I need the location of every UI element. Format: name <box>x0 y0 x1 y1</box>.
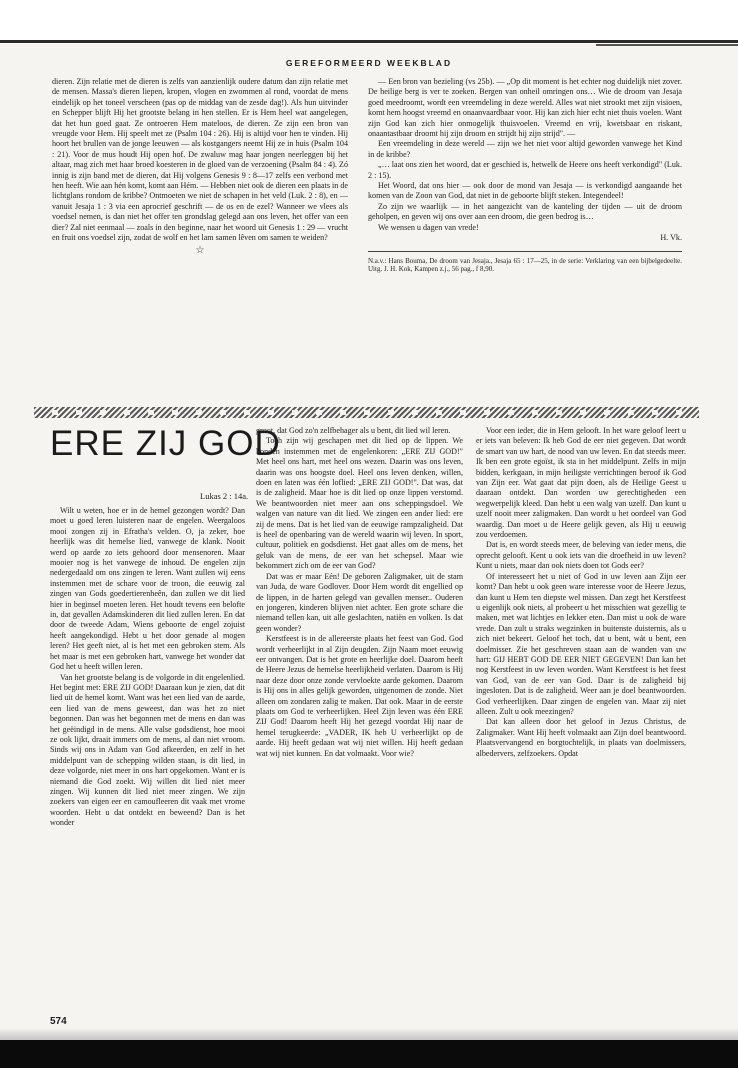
article-column-3 <box>476 426 686 759</box>
star-ornament: ☆ <box>195 244 205 256</box>
top-right-paragraph: We wensen u dagen van vrede! <box>378 222 479 232</box>
top-left-column <box>52 77 348 256</box>
top-right-paragraph: — Een bron van bezieling (vs 25b). — „Op dit moment is het echter nog duidelijk niet zover. De heilige berg is ver te zoeken. Bergen van onheil omringen ons… Wie de droom van Jesaja goed meedroomt, wordt een vreemdeling in deze wereld. Alles wat niet strookt met zijn visioen, komt hem hoogst vreemd en onaanvaardbaar voor. Hij kan zich hier echt niet thuis voelen. Want zijn God kan zich hier onmogelijk thuisvoelen. Vreemd en vrij, kwetsbaar en riskant, onaantastbaar droomt hij zijn droom en strijdt hij zijn strijd". — <box>368 77 682 139</box>
article-paragraph: Van het grootste belang is de volgorde in dit engelenlied. Het begint met: ERE ZIJ GOD! Daaraan kun je zien, dat dit lied uit de hemel komt. Want was het een lied van de aarde, een lied van de mens geweest, dan was het zo niet begonnen. Dan was het begonnen met de mens en dan was het geëindigd in de mens. Alle valse godsdienst, hoe mooi ze ook lijkt, draait immers om de mens, al dan niet vroom. Sinds wij ons in Adam van God afkeerden, en zelf in het middelpunt van de schepping wilden staan, is dit lied, in deze volgorde, niet meer in ons hart opgekomen. Want er is niemand die God zoekt. Wij willen dit lied niet meer zingen. Wij kunnen dit lied niet meer zingen. We zijn zoekers van eigen eer en camoufleeren dit vaak met vrome woorden. Hebt u dat ontdekt en beweend? Dan is het wonder <box>50 672 245 828</box>
article-paragraph: Dat was er maar Eén! De geboren Zaligmaker, uit de stam van Juda, de ware Godlover. Door Hem wordt dit engellied op de lippen, in de harten gelegd van gevallen menser.. Ouderen en jongeren, kinderen blijven niet achter. Een grote schare die niemand tellen kan, uit alle geslachten, natiën en volken. Is dat geen wonder? <box>256 571 463 633</box>
article-paragraph: Voor een ieder, die in Hem gelooft. In het ware geloof leert u er iets van beleven: Ik heb God de eer niet gegeven. Dat wordt de smart van uw hart, de nood van uw leven. En dat steeds meer. Ik ben een grote egoïst, ik sta in het middelpunt. Zelfs in mijn bidden, kerkgaan, in mijn heiligste verrichtingen beroof ik God van Zijn eer. Wat gaat dat pijn doen, als de Heilige Geest u daaraan ontdekt. Dan worden uw gerechtigheden een wegwerpelijk kleed. Dan hebt u een walg van uzelf. Dan kunt u uzelf nooit meer zaligmaken. Dan wordt u het oordeel van God waardig. Dan moet u de Heere gelijk geven, als Hij u eeuwig zou verdoemen. <box>476 426 686 540</box>
article-paragraph: Dat kan alleen door het geloof in Jezus Christus, de Zaligmaker. Want Hij heeft volmaakt aan Zijn doel beantwoord. Plaatsvervangend en borgtochtelijk, in plaats van doelmissers, albedervers, zelfzoekers. Opdat <box>476 717 686 758</box>
top-right-column <box>368 77 682 274</box>
top-right-paragraph: Het Woord, dat ons hier — ook door de mond van Jesaja — is verkondigd aangaande het komen van de Zoon van God, dat niet in de geboorte blijft steken. Integendeel! <box>368 181 682 201</box>
article-paragraph: Of interesseert het u niet of God in uw leven aan Zijn eer komt? Dan hebt u ook geen ware interesse voor de Heere Jezus, dan kunt u Hem ten diepste wel missen. Dan zegt het Kerstfeest u eigenlijk ook niets, al probeert u het misschien wat gezellig te maken, met wat lichtjes en lekker eten. Dan mist u ook de ware vrede. Dan zult u straks wegzinken in buitenste duisternis, als u zich niet bekeert. Geloof het toch, dat u bent, wát u bent, een doelmisser. Zie het geschreven staan aan de wanden van uw hart: GIJ HEBT GOD DE EER NIET GEGEVEN! Dan kan het nog Kerstfeest in uw leven worden. Want Kerstfeest is het feest van God, van de eer van God. Daar is de zaligheid bij ingesloten. Dat is de zaligheid. Weer aan je doel beantwoorden. God verheerlijken. Daar zingen de engelen van. Maar zij niet alleen. Zult u ook meezingen? <box>476 571 686 716</box>
author-signature: H. Vk. <box>660 233 682 243</box>
article-column-2 <box>256 426 463 759</box>
top-right-paragraph: Een vreemdeling in deze wereld — zijn we het niet voor altijd geworden vanwege het Kind in de kribbe? <box>368 139 682 159</box>
running-header: GEREFORMEERD WEEKBLAD <box>285 58 453 68</box>
top-rule-right <box>596 44 738 46</box>
scripture-reference: Lukas 2 : 14a. <box>200 491 249 501</box>
article-title: ERE ZIJ GOD <box>50 424 281 463</box>
top-right-paragraph: „… laat ons zien het woord, dat er geschied is, hetwelk de Heere ons heeft verkondigd" (Luk. 2 : 15). <box>368 160 682 180</box>
article-paragraph: Toch zijn wij geschapen met dit lied op de lippen. We konden instemmen met de engelenkoren: „ERE ZIJ GOD!" Met heel ons hart, met heel ons wezen. Daarin was ons leven, daarin was ons hoogste doel. Heel ons leven denken, willen, doen en laten was één loflied: „ERE ZIJ GOD!". Dat was, dat is de zaligheid. Maar hoe is dit lied op onze lippen verstomd. We beantwoorden niet meer aan ons scheppingsdoel. We walgen van nature van dit lied. We zingen een ander lied: ere zij de mens. Dat is het lied van de eeuwige rampzaligheid. Dat is heel de openbaring van de wereld waarin wij leven. In sport, cultuur, politiek en godsdienst. Het gaat alles om de mens, het geluk van de mens, de eer van het schepsel. Maar wie bekommert zich om de eer van God? <box>256 436 463 571</box>
article-paragraph: Dat is, en wordt steeds meer, de beleving van ieder mens, die oprecht gelooft. Kent u ook iets van die droefheid in uw leven? Kunt u niets, maar dan ook niets doen tot Gods eer? <box>476 540 686 571</box>
article-column-1 <box>50 506 245 829</box>
source-note: N.a.v.: Hans Bouma, De droom van Jesaja., Jesaja 65 : 17—25, in de serie: Verklaring van een bijbelgedeelte. Uitg. J. H. Kok, Kampen z.j., 56 pag., f 8,90. <box>368 256 682 274</box>
top-rule <box>0 40 738 43</box>
article-paragraph: Wilt u weten, hoe er in de hemel gezongen wordt? Dan moet u goed leren luisteren naar de engelen. Weergaloos mooi zongen zij in Efratha's velden. O, ja zeker, hoe heerlijk was dit hemelse lied, vanwege de klank. Nooit werd op aarde zo iets gehoord door mensenoren. Maar mooier nog is het vanwege de inhoud. De engelen zijn nedergedaald om ons zingen te leren. Want zullen wij eens instemmen met de schare voor de troon, die eeuwig zal zingen van Gods goedertierenheên, dan zullen we dit lied hier in beginsel moeten leren. Het houdt tevens een belofte in, dat gevallen Adamskinderen dit lied zullen leren. En dat door de tweede Adam, Wiens geboorte de engel zojuist heeft aangekondigd. Hebt u het door genade al mogen leren? Het geeft niet, al is het met een gebroken stem. Als het maar is met een gebroken hart, vanwege het wonder dat God het u heeft willen leren. <box>50 506 245 672</box>
top-right-paragraph: Zo zijn we waarlijk — in het aangezicht van de kanteling der tijden — uit de droom geholpen, en geven wij ons over aan een droom, die geen bedrog is… <box>368 201 682 222</box>
article-paragraph: groot, dat God zo'n zelfbehager als u bent, dit lied wil leren. <box>256 426 451 435</box>
ornamental-divider <box>34 407 699 418</box>
note-rule <box>368 251 682 252</box>
bottom-edge <box>0 1040 738 1068</box>
top-margin <box>0 0 738 44</box>
article-paragraph: Kerstfeest is in de allereerste plaats het feest van God. God wordt verheerlijkt in al Zijn deugden. Zijn Naam moet eeuwig eer ontvangen. Dat is het grote en heerlijke doel. Daarom heeft de Heere Jezus de hemelse heerlijkheid verlaten. Daarom is Hij naar deze door onze zonde vervloekte aarde gekomen. Daarom is Hij ons in alles gelijk geworden, uitgenomen de zonde. Niet alleen om zondaren zalig te maken. Dat ook. Maar in de eerste plaats om God te verheerlijken. Heel Zijn leven was één ERE ZIJ God! Daarom heeft Hij het gezegd voordat Hij naar de hemel terugkeerde: „VADER, IK heb U verheerlijkt op de aarde. Hij heeft gedaan wat wij niet willen. Hij heeft gedaan wat wij niet kunnen. En dat volmaakt. Voor wie? <box>256 634 463 758</box>
page-number: 574 <box>50 1016 67 1027</box>
top-left-paragraph: dieren. Zijn relatie met de dieren is zelfs van aanzienlijk oudere datum dan zijn relatie met de mensen. Massa's dieren liepen, kropen, vlogen en zwommen al rond, voordat de mens eindelijk op het toneel verscheen (pas op de middag van de zesde dag!). Als hun uitvinder en Schepper blijft Hij het grootste belang in hen stellen. Er is Hem heel wat aangelegen, dat het hun goed gaat. Ze ontroeren Hem mateloos, de dieren. Ze zijn een bron van vreugde voor Hem. Hij speelt met ze (Psalm 104 : 26). Hij is altijd voor hen te vinden. Hij hoort het brullen van de jonge leeuwen — als kostgangers neemt Hij ze in huis (Psalm 104 : 21). Voor de mus houdt Hij open hof. De zwaluw mag haar jongen neerleggen bij het altaar, mag zich met haar broed koesteren in de gloed van de verzoening (Psalm 84 : 4). Zó innig is zijn band met de dieren, dat Hij volgens Genesis 9 : 8—17 zelfs een verbond met hen heeft. Wie aan hén komt, komt aan Hém. — Hebben niet ook de dieren een plaats in de lichtglans rondom de kribbe? Ontmoeten we niet de schapen in het veld (Luk. 2 : 8), en — vanuit Jesaja 1 : 3 via een aprocrief geschrift — de os en de ezel? Wanneer we vlees als voedsel nemen, is dan niet het offer ten grondslag gelegd aan ons leven, het offer van een dier? Zal niet eenmaal — zoals in den beginne, naar het woord uit Genesis 1 : 29 — vrucht en fruit ons voedsel zijn, zodat de wolf en het lam samen lêven om samen te weiden? <box>52 77 348 243</box>
